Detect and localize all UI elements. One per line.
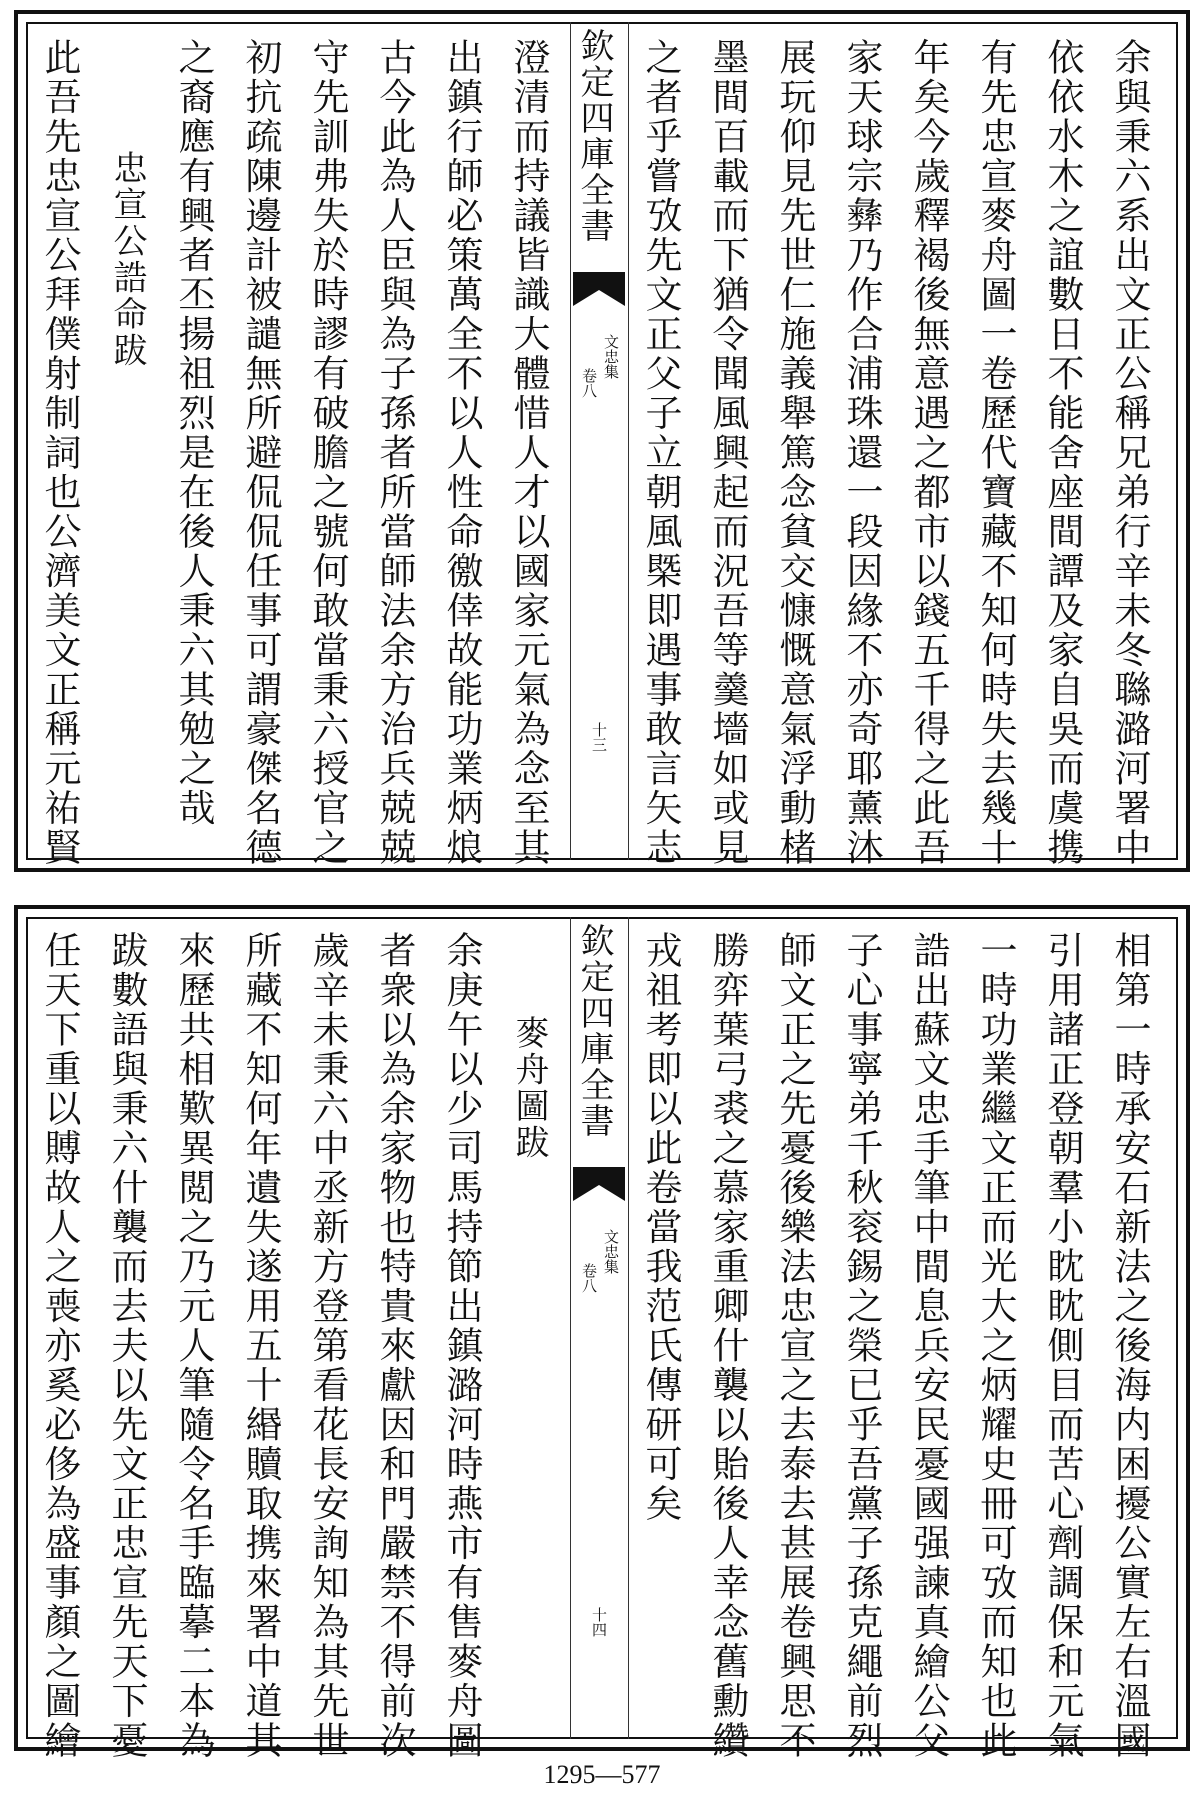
text-column: 任天下重以賻故人之喪亦奚必侈為盛事顏之圖繪 xyxy=(38,931,81,1761)
section-title: 忠宣公誥命跋 xyxy=(107,150,147,369)
text-column: 家天球宗彝乃作合浦珠還一段因緣不亦奇耶薰沐 xyxy=(840,38,883,868)
text-column: 之者乎嘗攷先文正父子立朝風槩即遇事敢言矢志 xyxy=(639,38,682,868)
leaf-number: 十三 xyxy=(590,722,608,752)
text-column: 一時功業繼文正而光大之炳耀史冊可攷而知也此 xyxy=(974,931,1017,1761)
text-column: 有先忠宣麥舟圖一卷歷代寶藏不知何時失去幾十 xyxy=(974,38,1017,868)
text-column: 師文正之先憂後樂法忠宣之去泰去甚展卷興思不 xyxy=(773,931,816,1761)
fishtail-mark xyxy=(573,272,625,306)
text-column: 所藏不知何年遺失遂用五十緡贖取携來署中道其 xyxy=(239,931,282,1761)
text-column: 出鎮行師必策萬全不以人性命徼倖故能功業炳烺 xyxy=(440,38,483,868)
text-column: 子心事寧弟千秋衮錫之榮已乎吾黨子孫克繩前烈 xyxy=(840,931,883,1761)
text-column: 引用諸正登朝羣小眈眈側目而苦心劑調保和元氣 xyxy=(1041,931,1084,1761)
text-column: 跋數語與秉六什襲而去夫以先文正忠宣先天下憂 xyxy=(105,931,148,1761)
text-column: 余與秉六系出文正公稱兄弟行辛未冬䏈潞河署中 xyxy=(1108,38,1151,868)
leaf-number: 十四 xyxy=(590,1607,608,1637)
text-column: 余庚午以少司馬持節出鎮潞河時燕市有售麥舟圖 xyxy=(440,931,483,1761)
page-number: 1295—577 xyxy=(543,1760,661,1789)
text-column: 歲辛未秉六中丞新方登第看花長安詢知為其先世 xyxy=(306,931,349,1761)
text-column: 年矣今歲釋褐後無意遇之都市以錢五千得之此吾 xyxy=(907,38,950,868)
center-gutter xyxy=(571,22,628,860)
book-title: 文忠集 xyxy=(602,1229,620,1274)
text-column: 守先訓弗失於時謬有破膽之號何敢當秉六授官之 xyxy=(306,38,349,868)
text-column: 來歷共相歎異閲之乃元人筆隨令名手臨摹二本為 xyxy=(172,931,215,1761)
volume-number: 卷八 xyxy=(580,368,598,398)
text-column: 展玩仰見先世仁施義舉篤念貧交慷慨意氣浮動楮 xyxy=(773,38,816,868)
text-column: 相第一時承安石新法之後海内困擾公實左右溫國 xyxy=(1108,931,1151,1761)
section-title: 麥舟圖跋 xyxy=(509,1015,549,1161)
text-column: 誥出蘇文忠手筆中間息兵安民憂國强諫真繪公父 xyxy=(907,931,950,1761)
gutter-rule xyxy=(628,917,629,1739)
fishtail-mark xyxy=(573,1167,625,1201)
gutter-rule xyxy=(628,22,629,860)
book-title: 文忠集 xyxy=(602,334,620,379)
text-column: 古今此為人臣與為子孫者所當師法余方治兵兢兢 xyxy=(373,38,416,868)
volume-number: 卷八 xyxy=(580,1263,598,1293)
text-column: 依依水木之誼數日不能舍座間譚及家自吳而虞携 xyxy=(1041,38,1084,868)
text-column: 墨間百載而下猶令聞風興起而況吾等羹墻如或見 xyxy=(706,38,749,868)
library-title: 欽定四庫全書 xyxy=(574,923,614,1139)
bottom-page xyxy=(0,905,1204,1761)
text-column: 勝弈葉弓裘之慕家重卿什襲以貽後人幸念舊勳纘 xyxy=(706,931,749,1761)
text-column: 此吾先忠宣公拜僕射制詞也公濟美文正稱元祐賢 xyxy=(38,38,81,868)
library-title: 欽定四庫全書 xyxy=(574,28,614,244)
text-column: 之裔應有興者丕揚祖烈是在後人秉六其勉之哉 xyxy=(172,38,215,828)
text-column: 者衆以為余家物也特貴來獻因和門嚴禁不得前次 xyxy=(373,931,416,1761)
text-column: 澄清而持議皆識大體惜人才以國家元氣為念至其 xyxy=(507,38,550,868)
text-column: 戎祖考即以此卷當我范氏傳研可矣 xyxy=(639,931,682,1524)
top-page xyxy=(0,0,1204,880)
text-column: 初抗疏陳邊計被譴無所避侃侃任事可謂豪傑名德 xyxy=(239,38,282,868)
center-gutter xyxy=(571,917,628,1739)
